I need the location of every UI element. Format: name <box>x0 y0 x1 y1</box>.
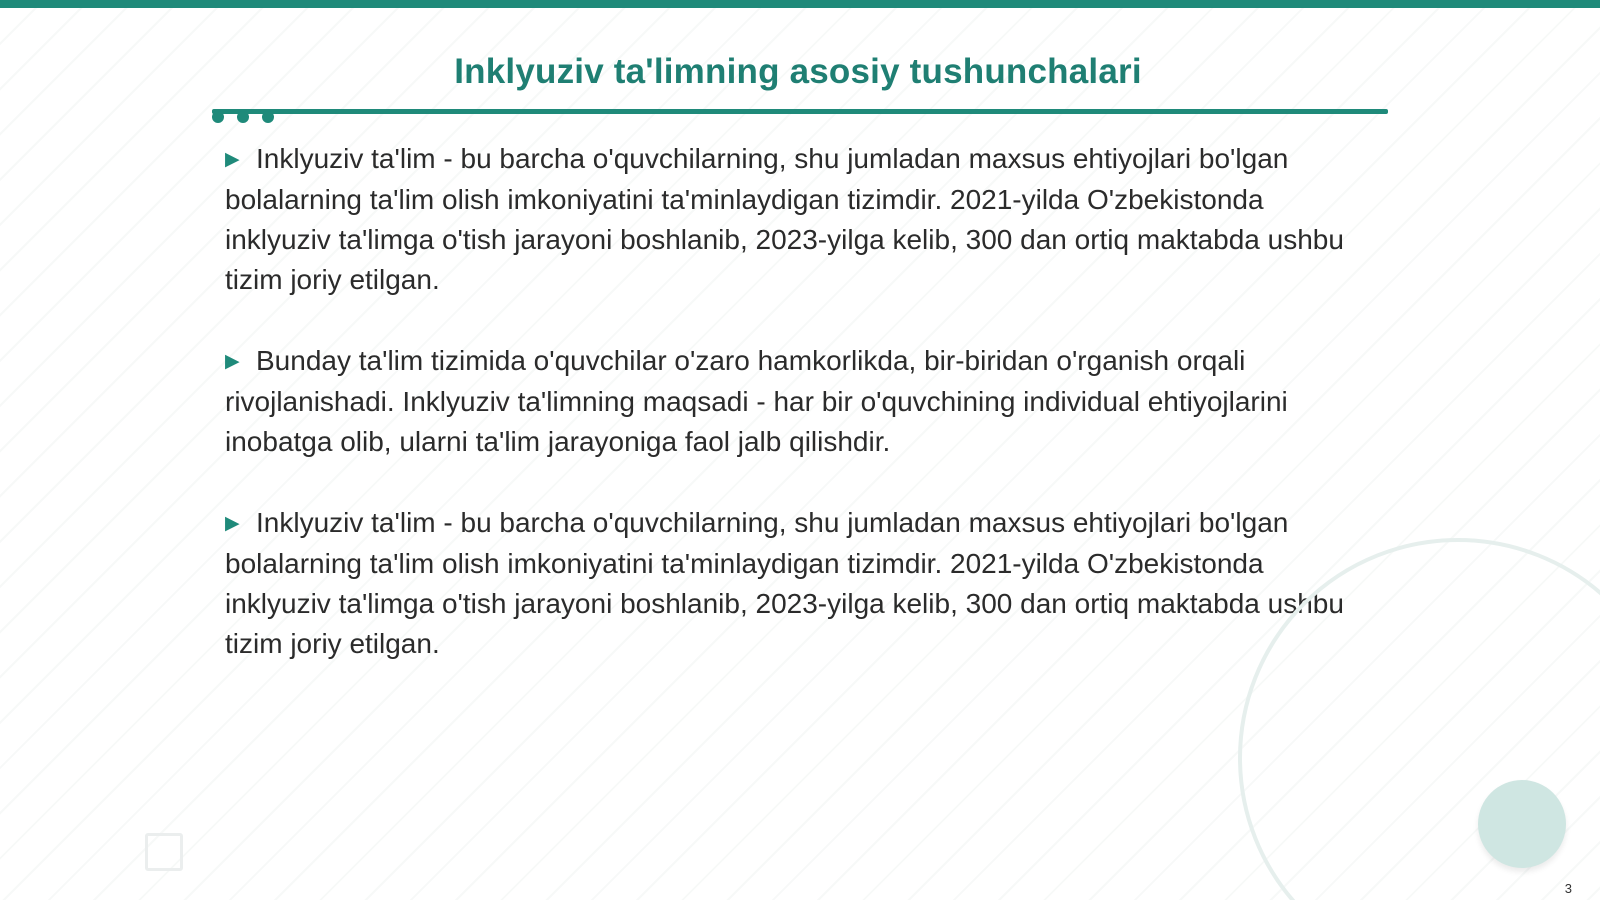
dot-icon <box>262 111 274 123</box>
decorative-circle <box>1478 780 1566 868</box>
top-accent-bar <box>0 0 1600 8</box>
triangle-bullet-icon: ▶ <box>225 351 240 372</box>
bullet-item <box>225 503 1365 664</box>
triangle-bullet-icon: ▶ <box>225 149 240 170</box>
bullet-text: Inklyuziv ta'lim - bu barcha o'quvchilarning, shu jumladan maxsus ehtiyojlari bo'lgan bolalarning ta'lim olish imkoniyatini ta'minlaydigan tizimdir. 2021-yilda O'zbekistonda inklyuziv ta'limga o'tish jarayoni boshlanib, 2023-yilga kelib, 300 dan ortiq maktabda ushbu tizim joriy etilgan. <box>225 143 1344 295</box>
triangle-bullet-icon: ▶ <box>225 513 240 534</box>
bullet-text: Bunday ta'lim tizimida o'quvchilar o'zaro hamkorlikda, bir-biridan o'rganish orqali rivojlanishadi. Inklyuziv ta'limning maqsadi - har bir o'quvchining individual ehtiyojlarini inobatga olib, ularni ta'lim jarayoniga faol jalb qilishdir. <box>225 345 1288 457</box>
decorative-square <box>145 833 183 871</box>
page-number: 3 <box>1564 881 1572 896</box>
bullet-list <box>225 139 1365 705</box>
bullet-item <box>225 139 1365 300</box>
title-underline <box>212 109 1388 114</box>
dot-icon <box>212 111 224 123</box>
dot-icon <box>237 111 249 123</box>
slide-title: Inklyuziv ta'limning asosiy tushunchalari <box>454 52 1142 91</box>
bullet-text: Inklyuziv ta'lim - bu barcha o'quvchilarning, shu jumladan maxsus ehtiyojlari bo'lgan bolalarning ta'lim olish imkoniyatini ta'minlaydigan tizimdir. 2021-yilda O'zbekistonda inklyuziv ta'limga o'tish jarayoni boshlanib, 2023-yilga kelib, 300 dan ortiq maktabda ushbu tizim joriy etilgan. <box>225 507 1344 659</box>
title-underline-dots <box>212 111 274 125</box>
bullet-item <box>225 341 1365 462</box>
